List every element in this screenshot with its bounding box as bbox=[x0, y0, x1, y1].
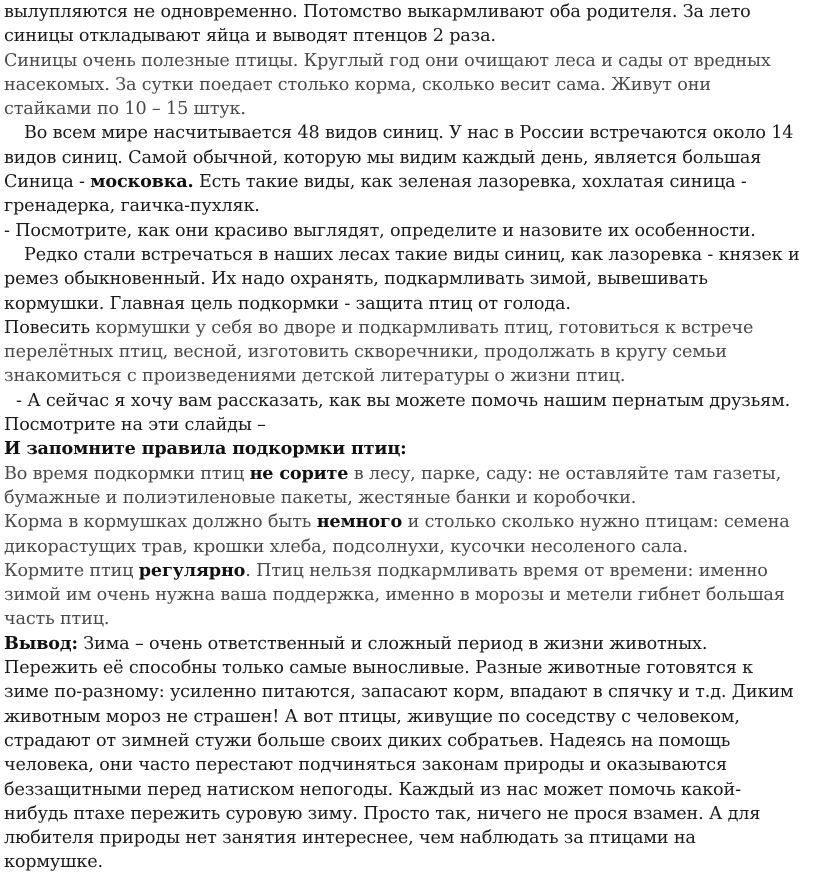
text-line: ремез обыкновенный. Их надо охранять, подкармливать зимой, вывешивать bbox=[4, 269, 708, 290]
bold-term: регулярно bbox=[138, 559, 246, 581]
text-line bbox=[4, 510, 804, 534]
text-line: кормушки. Главная цель подкормки - защита птиц от голода. bbox=[4, 293, 571, 314]
text-line: Пережить её способны только самые выносливые. Разные животные готовятся к bbox=[4, 658, 753, 679]
text-line bbox=[4, 462, 804, 486]
text-line: часть птиц. bbox=[4, 609, 110, 630]
text-line: Во всем мире насчитывается 48 видов синиц. У нас в России встречаются около 14 bbox=[24, 123, 794, 144]
text-span: Зима – очень ответственный и сложный период в жизни животных. bbox=[77, 633, 708, 654]
text-line: вылупляются не одновременно. Потомство выкармливают оба родителя. За лето bbox=[4, 2, 751, 22]
text-span: в лесу, парке, саду: не оставляйте там газеты, bbox=[348, 463, 782, 484]
text-line bbox=[4, 437, 804, 461]
text-line: перелётных птиц, весной, изготовить скворечники, продолжать в кругу семьи bbox=[4, 342, 727, 363]
text-line: зимой им очень нужна ваша поддержка, именно в морозы и метели гибнет большая bbox=[4, 585, 785, 606]
text-line: - А сейчас я хочу вам рассказать, как вы можете помочь нашим пернатым друзьям. bbox=[16, 390, 791, 411]
text-line: синицы откладывают яйца и выводят птенцов 2 раза. bbox=[4, 26, 496, 47]
text-line: видов синиц. Самой обычной, которую мы видим каждый день, является большая bbox=[4, 147, 762, 168]
text-line: Посмотрите на эти слайды – bbox=[4, 415, 266, 436]
text-line: - Посмотрите, как они красиво выглядят, определите и назовите их особенности. bbox=[4, 220, 756, 241]
text-line: знакомиться с произведениями детской литературы о жизни птиц. bbox=[4, 366, 626, 387]
text-line bbox=[4, 632, 804, 656]
conclusion-label: Вывод: bbox=[4, 632, 78, 654]
text-span: Кормите птиц bbox=[4, 560, 139, 581]
text-line: дикорастущих трав, крошки хлеба, подсолнухи, кусочки несоленого сала. bbox=[4, 536, 688, 557]
text-line: стайками по 10 – 15 штук. bbox=[4, 99, 246, 120]
text-line: зиме по-разному: усиленно питаются, запасают корм, впадают в спячку и т.д. Диким bbox=[4, 682, 794, 703]
rules-heading: И запомните правила подкормки птиц: bbox=[4, 438, 407, 460]
text-line: беззащитными перед натиском непогоды. Каждый из нас может помочь какой- bbox=[4, 779, 741, 800]
text-span: . Птиц нельзя подкармливать время от времени: именно bbox=[245, 560, 768, 581]
text-line: человека, они часто перестают подчиняться законам природы и оказываются bbox=[4, 755, 727, 776]
text-span: Во время подкормки птиц bbox=[4, 463, 250, 484]
text-line: Синицы очень полезные птицы. Круглый год они очищают леса и сады от вредных bbox=[4, 50, 771, 71]
text-span: Повесить bbox=[4, 317, 90, 338]
text-span: кормушки у себя во дворе и подкармливать птиц, готовиться к встрече bbox=[89, 317, 754, 338]
text-span: Синица - bbox=[4, 172, 91, 193]
text-line: страдают от зимней стужи больше своих диких собратьев. Надеясь на помощь bbox=[4, 730, 731, 751]
text-line: Редко стали встречаться в наших лесах такие виды синиц, как лазоревка - князек и bbox=[24, 244, 800, 265]
text-line: нибудь птахе пережить суровую зиму. Просто так, ничего не прося взамен. А для bbox=[4, 803, 761, 824]
text-line: бумажные и полиэтиленовые пакеты, жестяные банки и коробочки. bbox=[4, 487, 637, 508]
text-line: любителя природы нет занятия интереснее, чем наблюдать за птицами на bbox=[4, 828, 696, 849]
text-line bbox=[4, 316, 804, 340]
text-span: Есть такие виды, как зеленая лазоревка, хохлатая синица - bbox=[193, 172, 747, 193]
text-line: животным мороз не страшен! А вот птицы, живущие по соседству с человеком, bbox=[4, 706, 740, 727]
bold-term: не сорите bbox=[249, 462, 349, 484]
text-line: гренадерка, гаичка-пухляк. bbox=[4, 196, 260, 217]
text-line: кормушке. bbox=[4, 852, 103, 873]
text-span: и столько сколько нужно птицам: семена bbox=[402, 512, 790, 533]
bold-term: московка. bbox=[90, 171, 194, 193]
text-line: насекомых. За сутки поедает столько корма, сколько весит сама. Живут они bbox=[4, 74, 711, 95]
bold-term: немного bbox=[316, 511, 403, 533]
text-span: Корма в кормушках должно быть bbox=[4, 512, 317, 533]
text-line bbox=[4, 559, 804, 583]
text-line bbox=[4, 170, 804, 194]
